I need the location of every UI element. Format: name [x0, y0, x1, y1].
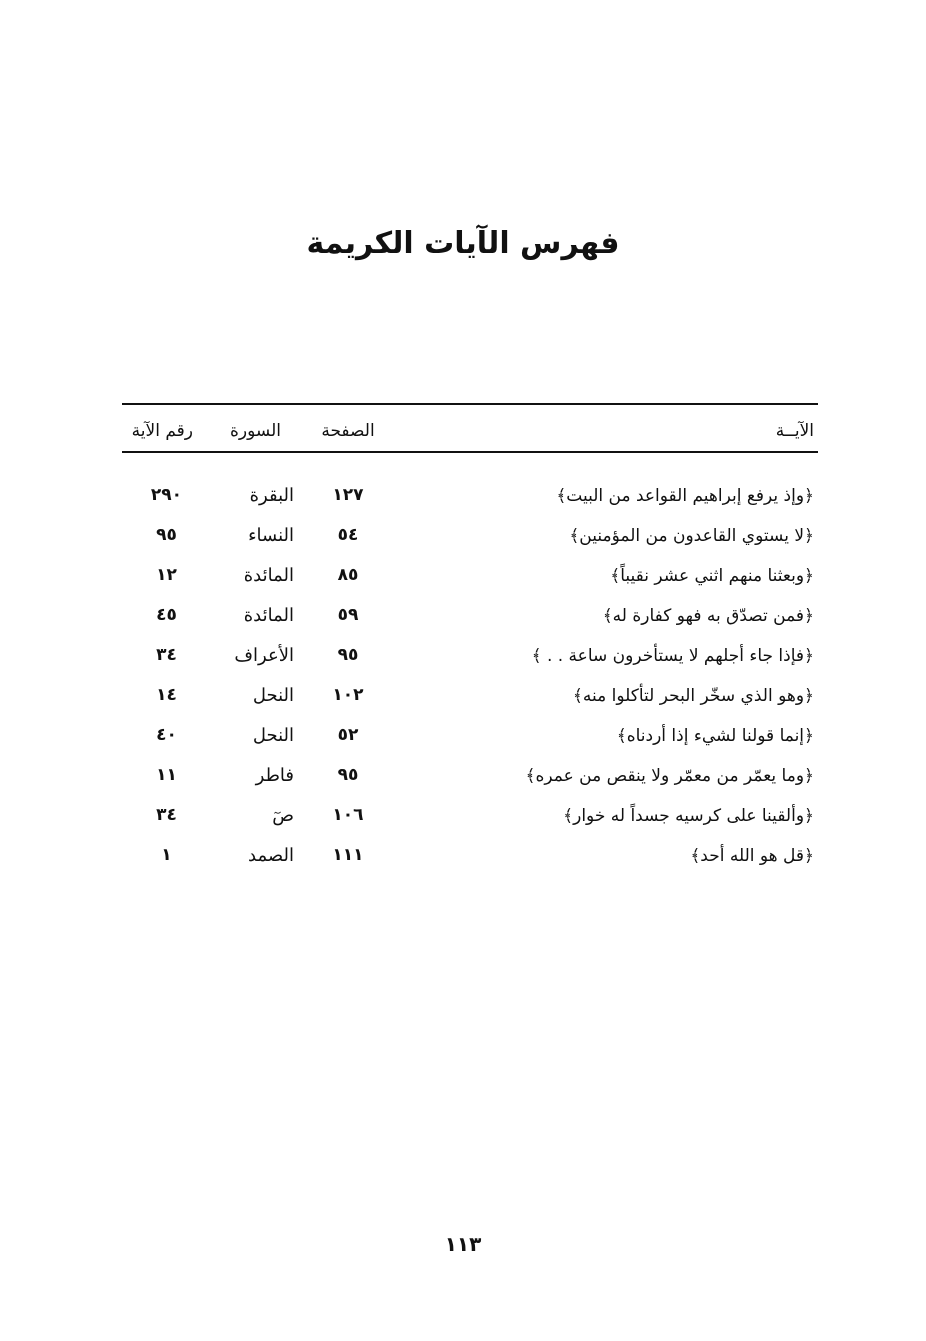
page-ref: ٩٥ — [337, 765, 359, 785]
page-ref: ٨٥ — [337, 565, 359, 585]
surah-name: صٓ — [272, 804, 294, 826]
surah-name: المائدة — [243, 604, 294, 626]
table-row — [122, 795, 818, 835]
header-surah: السورة — [230, 421, 281, 441]
table-row — [122, 715, 818, 755]
verse-number: ٣٤ — [156, 805, 177, 825]
table-row — [122, 595, 818, 635]
verse-text: ﴿وما يعمّر من معمّر ولا ينقص من عمره﴾ — [525, 765, 814, 786]
verse-text: ﴿فمن تصدّق به فهو كفارة له﴾ — [602, 605, 814, 626]
page-number: ١١٣ — [444, 1232, 482, 1256]
page-ref: ٥٤ — [337, 525, 359, 545]
table-row — [122, 835, 818, 875]
verse-text: ﴿لا يستوي القاعدون من المؤمنين﴾ — [569, 525, 814, 546]
verse-number: ٣٤ — [156, 645, 177, 665]
verse-text: ﴿وألقينا على كرسيه جسداً له خوار﴾ — [563, 805, 814, 826]
verse-number: ٤٠ — [156, 725, 177, 745]
table-row — [122, 755, 818, 795]
page-ref: ١٠٢ — [332, 685, 364, 705]
surah-name: النساء — [248, 524, 294, 546]
surah-name: النحل — [252, 724, 294, 746]
page-ref: ١١١ — [332, 845, 364, 865]
table-body — [122, 475, 818, 875]
table-row — [122, 555, 818, 595]
table-row — [122, 675, 818, 715]
surah-name: الأعراف — [234, 644, 294, 666]
page-ref: ٥٢ — [337, 725, 359, 745]
verse-number: ١٢ — [156, 565, 177, 585]
table-row — [122, 635, 818, 675]
verse-text: ﴿وإذ يرفع إبراهيم القواعد من البيت﴾ — [556, 485, 814, 506]
table-header-row — [122, 405, 818, 441]
verse-number: ٢٩٠ — [150, 485, 183, 505]
table-row — [122, 515, 818, 555]
page-ref: ٥٩ — [337, 605, 359, 625]
header-verse: الآيــة — [775, 421, 814, 441]
page-title: فهرس الآيات الكريمة — [306, 226, 620, 261]
verse-number: ١٤ — [156, 685, 177, 705]
verse-number: ١ — [161, 845, 172, 865]
page-ref: ١٢٧ — [332, 485, 364, 505]
verse-text: ﴿وهو الذي سخّر البحر لتأكلوا منه﴾ — [572, 685, 814, 706]
verse-number: ٩٥ — [156, 525, 177, 545]
header-page: الصفحة — [321, 421, 375, 441]
surah-name: البقرة — [249, 484, 294, 506]
surah-name: فاطر — [255, 764, 294, 786]
surah-name: الصمد — [248, 844, 294, 866]
table-header-rule — [122, 451, 818, 453]
verse-number: ١١ — [156, 765, 177, 785]
surah-name: المائدة — [243, 564, 294, 586]
surah-name: النحل — [252, 684, 294, 706]
page-ref: ٩٥ — [337, 645, 359, 665]
verse-text: ﴿فإذا جاء أجلهم لا يستأخرون ساعة . . ﴾ — [531, 645, 814, 666]
table-row — [122, 475, 818, 515]
header-verse-number: رقم الآية — [131, 421, 193, 441]
page-ref: ١٠٦ — [332, 805, 364, 825]
verse-text: ﴿وبعثنا منهم اثني عشر نقيباً﴾ — [610, 565, 814, 586]
verse-text: ﴿إنما قولنا لشيء إذا أردناه﴾ — [616, 725, 814, 746]
verse-index-table — [122, 403, 818, 875]
verse-number: ٤٥ — [156, 605, 177, 625]
verse-text: ﴿قل هو الله أحد﴾ — [690, 845, 814, 866]
